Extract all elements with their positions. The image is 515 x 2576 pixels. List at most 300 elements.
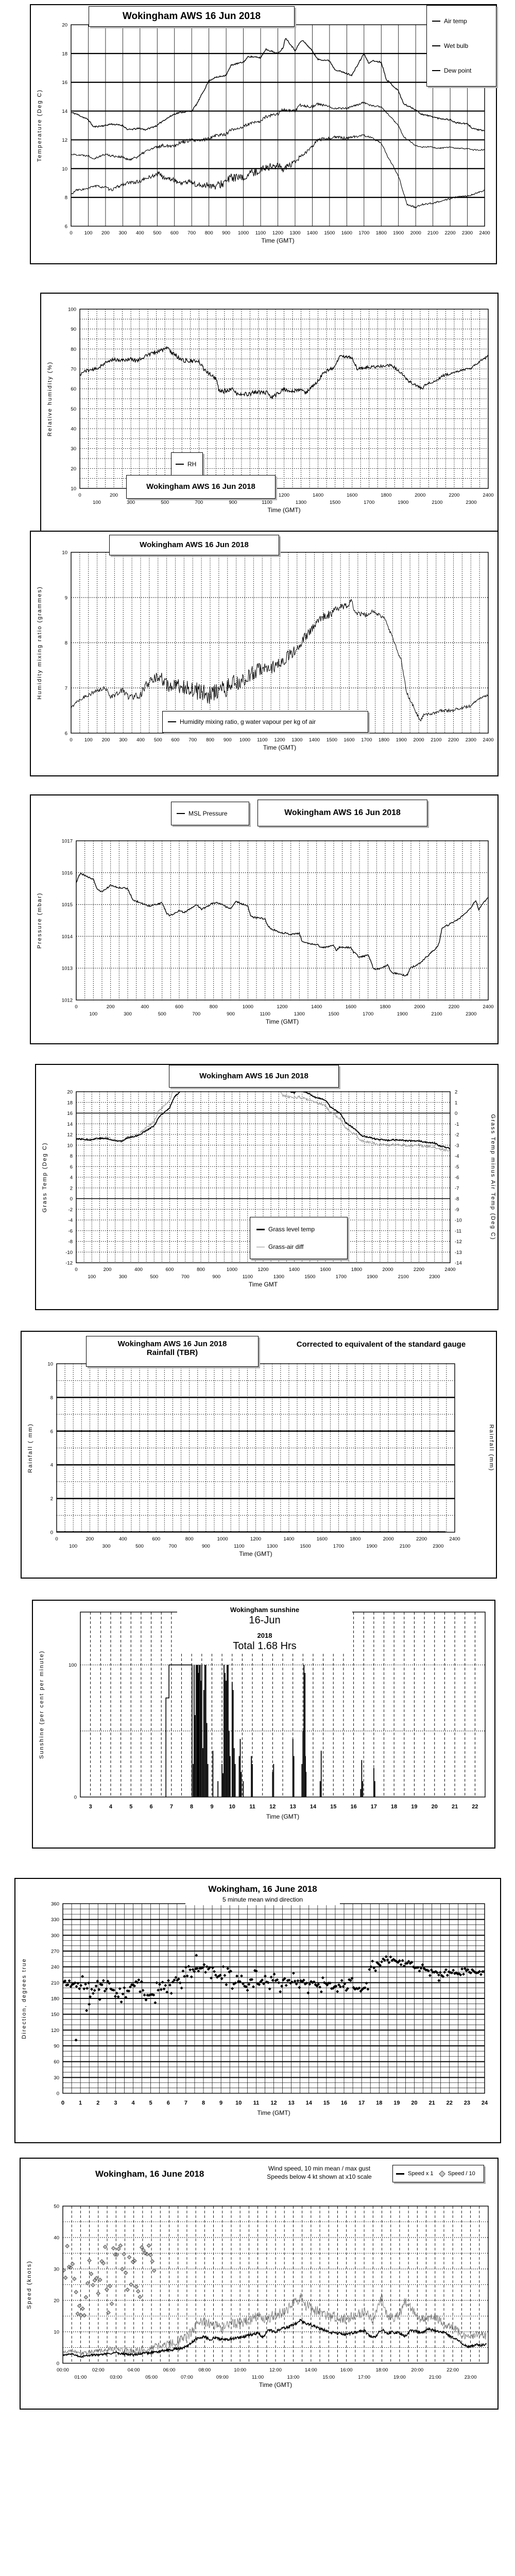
- svg-text:2000: 2000: [413, 737, 424, 743]
- svg-text:1300: 1300: [291, 737, 303, 743]
- svg-text:4: 4: [70, 1175, 73, 1181]
- svg-text:700: 700: [195, 500, 203, 505]
- grass-temp-legend: [250, 1217, 348, 1259]
- svg-text:2400: 2400: [444, 1267, 456, 1273]
- svg-text:2400: 2400: [483, 493, 494, 498]
- svg-text:2: 2: [96, 2100, 100, 2106]
- legend-item-grass-air-diff: [256, 1243, 303, 1250]
- svg-text:0: 0: [50, 1530, 53, 1536]
- legend-item-grass-level-temp: [256, 1226, 315, 1233]
- wind-speed-chart-panel: [20, 2158, 499, 2410]
- svg-text:1000: 1000: [242, 1004, 253, 1010]
- svg-text:900: 900: [212, 1274, 221, 1280]
- svg-text:200: 200: [101, 230, 110, 236]
- svg-text:30: 30: [54, 2266, 59, 2273]
- svg-text:600: 600: [165, 1267, 174, 1273]
- svg-text:14: 14: [67, 1121, 73, 1127]
- svg-text:1100: 1100: [257, 737, 268, 743]
- svg-text:0: 0: [56, 2361, 59, 2367]
- svg-text:40: 40: [54, 2235, 59, 2241]
- svg-text:2200: 2200: [416, 1536, 427, 1542]
- wind-direction-title: Wokingham, 16 June 2018: [208, 1884, 317, 1894]
- svg-text:10: 10: [62, 166, 67, 172]
- rainfall-chart-panel: [21, 1331, 497, 1579]
- svg-text:Grass Temp minus Air Temp (Deg: Grass Temp minus Air Temp (Deg C): [490, 1114, 496, 1241]
- wind-direction-title-stack: [185, 1882, 340, 1905]
- svg-text:2000: 2000: [382, 1267, 393, 1273]
- svg-text:30: 30: [71, 446, 76, 452]
- line-sample-icon: [432, 45, 440, 46]
- svg-text:700: 700: [187, 230, 196, 236]
- svg-text:6: 6: [149, 1804, 153, 1810]
- svg-text:240: 240: [51, 1964, 59, 1971]
- svg-text:1100: 1100: [260, 1011, 270, 1017]
- svg-text:50: 50: [54, 2204, 59, 2210]
- svg-text:20: 20: [54, 2298, 59, 2304]
- svg-text:400: 400: [134, 1267, 143, 1273]
- svg-text:Time (GMT): Time (GMT): [257, 2109, 290, 2116]
- diamond-marker-icon: [439, 2171, 445, 2177]
- svg-text:1800: 1800: [351, 1267, 363, 1273]
- svg-text:400: 400: [141, 1004, 149, 1010]
- svg-text:-2: -2: [68, 1207, 73, 1213]
- svg-text:14: 14: [62, 109, 67, 115]
- grass-temp-chart-svg: [36, 1065, 497, 1309]
- svg-text:1500: 1500: [330, 500, 341, 505]
- sunshine-chart-panel: [32, 1600, 495, 1849]
- sunshine-title-stack: [177, 1606, 352, 1652]
- svg-text:-4: -4: [455, 1154, 459, 1159]
- svg-text:0: 0: [78, 493, 81, 498]
- svg-text:1700: 1700: [333, 1544, 345, 1549]
- svg-text:-14: -14: [455, 1260, 462, 1266]
- svg-text:200: 200: [103, 1267, 112, 1273]
- svg-text:2200: 2200: [444, 230, 456, 236]
- svg-text:16:00: 16:00: [340, 2367, 353, 2373]
- svg-text:800: 800: [204, 230, 213, 236]
- svg-text:600: 600: [171, 737, 180, 743]
- svg-text:500: 500: [135, 1544, 144, 1549]
- svg-text:-3: -3: [455, 1143, 459, 1149]
- svg-text:07:00: 07:00: [181, 2375, 193, 2380]
- svg-text:16: 16: [67, 1111, 73, 1116]
- svg-text:-1: -1: [455, 1121, 459, 1127]
- svg-text:600: 600: [152, 1536, 161, 1542]
- legend-item-msl-pressure: [177, 810, 228, 817]
- wind-direction-chart-svg: [15, 1879, 500, 2142]
- mixing-ratio-chart-title: Wokingham AWS 16 Jun 2018: [109, 535, 279, 555]
- svg-text:04:00: 04:00: [127, 2367, 140, 2373]
- svg-text:2400: 2400: [449, 1536, 460, 1542]
- svg-text:100: 100: [84, 737, 93, 743]
- svg-text:Rainfall ( mm): Rainfall ( mm): [27, 1423, 33, 1473]
- svg-text:2300: 2300: [429, 1274, 440, 1280]
- svg-text:Time (GMT): Time (GMT): [239, 1550, 272, 1557]
- svg-text:Direction, degrees true: Direction, degrees true: [21, 1958, 27, 2039]
- svg-text:1016: 1016: [61, 870, 73, 876]
- svg-text:2300: 2300: [465, 737, 476, 743]
- temperature-legend: [426, 5, 496, 87]
- svg-text:1800: 1800: [375, 230, 387, 236]
- grass-temp-chart-title: Wokingham AWS 16 Jun 2018: [169, 1065, 339, 1088]
- svg-text:2000: 2000: [410, 230, 421, 236]
- svg-text:1000: 1000: [238, 230, 249, 236]
- svg-text:1800: 1800: [380, 1004, 391, 1010]
- svg-text:1700: 1700: [361, 737, 372, 743]
- svg-text:2400: 2400: [483, 1004, 494, 1010]
- svg-text:10: 10: [62, 550, 67, 556]
- svg-text:100: 100: [68, 307, 76, 313]
- line-sample-icon: [176, 464, 184, 465]
- svg-text:1: 1: [455, 1100, 458, 1106]
- svg-text:180: 180: [51, 1996, 59, 2002]
- svg-text:00:00: 00:00: [57, 2367, 69, 2373]
- svg-text:200: 200: [110, 493, 118, 498]
- svg-text:4: 4: [109, 1804, 112, 1810]
- svg-text:1100: 1100: [234, 1544, 245, 1549]
- legend-label: Wet bulb: [444, 42, 469, 49]
- svg-text:0: 0: [455, 1111, 458, 1116]
- svg-text:120: 120: [51, 2027, 59, 2033]
- mixing-ratio-chart-svg: [31, 532, 497, 775]
- svg-text:2300: 2300: [461, 230, 473, 236]
- svg-text:0: 0: [70, 737, 73, 743]
- svg-text:20:00: 20:00: [411, 2367, 424, 2373]
- svg-text:1800: 1800: [381, 493, 392, 498]
- svg-text:-10: -10: [65, 1249, 73, 1256]
- svg-text:2300: 2300: [433, 1544, 444, 1549]
- svg-text:1600: 1600: [320, 1267, 331, 1273]
- svg-text:10: 10: [235, 2100, 242, 2106]
- svg-text:7: 7: [184, 2100, 187, 2106]
- svg-text:Time (GMT): Time (GMT): [267, 506, 301, 514]
- svg-text:-12: -12: [455, 1239, 462, 1245]
- rainfall-title-line2: Rainfall (TBR): [146, 1348, 198, 1357]
- svg-text:1500: 1500: [324, 230, 335, 236]
- svg-text:500: 500: [161, 500, 169, 505]
- svg-text:22: 22: [472, 1804, 478, 1810]
- legend-item-dew-point: [432, 67, 471, 74]
- svg-text:360: 360: [51, 1901, 59, 1907]
- svg-text:150: 150: [51, 2012, 59, 2018]
- svg-text:1400: 1400: [288, 1267, 300, 1273]
- svg-text:10:00: 10:00: [234, 2367, 247, 2373]
- svg-text:10: 10: [71, 486, 76, 492]
- svg-text:3: 3: [89, 1804, 92, 1810]
- svg-text:1: 1: [79, 2100, 82, 2106]
- svg-text:1200: 1200: [250, 1536, 262, 1542]
- svg-text:13: 13: [288, 2100, 295, 2106]
- svg-text:300: 300: [119, 737, 128, 743]
- svg-text:-6: -6: [68, 1228, 73, 1234]
- svg-text:300: 300: [124, 1011, 132, 1017]
- svg-text:70: 70: [71, 366, 76, 372]
- legend-label: Speed / 10: [448, 2171, 475, 2177]
- svg-text:21: 21: [451, 1804, 458, 1810]
- svg-text:-9: -9: [455, 1207, 459, 1213]
- svg-text:11: 11: [249, 1804, 255, 1810]
- wind-speed-note-line2: Speeds below 4 kt shown at x10 scale: [267, 2173, 372, 2180]
- svg-text:1500: 1500: [326, 737, 337, 743]
- svg-text:Speed (knots): Speed (knots): [26, 2260, 32, 2309]
- svg-text:0: 0: [75, 1004, 78, 1010]
- svg-text:20: 20: [67, 1089, 73, 1095]
- svg-text:1013: 1013: [61, 965, 73, 972]
- svg-text:1300: 1300: [295, 500, 307, 505]
- svg-text:4: 4: [50, 1462, 53, 1468]
- svg-text:Time (GMT): Time (GMT): [259, 2381, 293, 2388]
- svg-text:12:00: 12:00: [269, 2367, 282, 2373]
- svg-text:Temperature (Deg C): Temperature (Deg C): [37, 89, 43, 162]
- svg-text:100: 100: [84, 230, 93, 236]
- svg-text:18: 18: [376, 2100, 383, 2106]
- svg-text:800: 800: [197, 1267, 205, 1273]
- svg-text:-7: -7: [455, 1185, 459, 1192]
- svg-text:2300: 2300: [466, 1011, 477, 1017]
- svg-text:19: 19: [393, 2100, 400, 2106]
- svg-text:100: 100: [68, 1663, 77, 1669]
- wind-direction-chart-panel: [14, 1878, 501, 2143]
- temperature-chart-panel: [30, 4, 497, 264]
- svg-text:0: 0: [56, 2091, 59, 2097]
- line-sample-icon: [432, 21, 440, 22]
- svg-text:10: 10: [47, 1361, 53, 1367]
- svg-text:13: 13: [289, 1804, 296, 1810]
- svg-text:21: 21: [428, 2100, 435, 2106]
- svg-text:300: 300: [51, 1933, 59, 1939]
- svg-text:18: 18: [62, 51, 67, 57]
- svg-text:8: 8: [70, 1154, 73, 1159]
- svg-text:2100: 2100: [431, 737, 442, 743]
- svg-text:400: 400: [136, 737, 145, 743]
- svg-text:1100: 1100: [255, 230, 266, 236]
- svg-text:1900: 1900: [366, 1544, 377, 1549]
- svg-text:100: 100: [89, 1011, 98, 1017]
- svg-text:40: 40: [71, 426, 76, 432]
- svg-text:2400: 2400: [479, 230, 490, 236]
- svg-text:23:00: 23:00: [464, 2375, 477, 2380]
- svg-text:22:00: 22:00: [447, 2367, 459, 2373]
- svg-text:2200: 2200: [449, 493, 460, 498]
- svg-text:10: 10: [67, 1143, 73, 1149]
- line-sample-icon: [432, 70, 440, 71]
- mixing-ratio-chart-panel: [30, 531, 499, 776]
- svg-text:330: 330: [51, 1917, 59, 1923]
- svg-text:100: 100: [69, 1544, 78, 1549]
- svg-text:Time GMT: Time GMT: [248, 1281, 278, 1288]
- svg-text:-4: -4: [68, 1217, 73, 1224]
- sunshine-total: Total 1.68 Hrs: [233, 1640, 297, 1652]
- svg-text:8: 8: [190, 1804, 194, 1810]
- svg-text:1000: 1000: [239, 737, 251, 743]
- svg-text:4: 4: [131, 2100, 135, 2106]
- svg-text:200: 200: [101, 737, 110, 743]
- line-sample-icon: [168, 721, 176, 722]
- svg-text:8: 8: [64, 640, 67, 646]
- svg-text:-12: -12: [65, 1260, 73, 1266]
- svg-text:Time (GMT): Time (GMT): [265, 1018, 299, 1025]
- svg-text:600: 600: [170, 230, 179, 236]
- svg-text:700: 700: [181, 1274, 190, 1280]
- legend-label: Humidity mixing ratio, g water vapour per kg of air: [180, 718, 316, 725]
- svg-text:300: 300: [102, 1544, 111, 1549]
- sunshine-title: Wokingham sunshine: [230, 1606, 300, 1614]
- svg-text:5: 5: [149, 2100, 152, 2106]
- svg-text:900: 900: [222, 230, 231, 236]
- svg-text:16: 16: [350, 1804, 357, 1810]
- svg-text:1600: 1600: [345, 1004, 356, 1010]
- rainfall-title-line1: Wokingham AWS 16 Jun 2018: [117, 1340, 227, 1348]
- svg-text:24: 24: [481, 2100, 488, 2106]
- svg-text:6: 6: [70, 1164, 73, 1170]
- svg-text:01:00: 01:00: [74, 2375, 87, 2380]
- svg-text:19: 19: [411, 1804, 418, 1810]
- svg-text:9: 9: [210, 1804, 214, 1810]
- svg-text:1700: 1700: [335, 1274, 347, 1280]
- svg-text:800: 800: [206, 737, 214, 743]
- svg-text:20: 20: [62, 22, 67, 28]
- svg-text:300: 300: [118, 230, 127, 236]
- svg-text:2: 2: [455, 1089, 458, 1095]
- svg-text:10: 10: [54, 2329, 59, 2335]
- svg-text:11:00: 11:00: [252, 2375, 264, 2380]
- svg-text:2200: 2200: [413, 1267, 425, 1273]
- sunshine-year: 2018: [257, 1632, 272, 1639]
- legend-label: Speed x 1: [408, 2171, 434, 2177]
- svg-text:Time (GMT): Time (GMT): [266, 1813, 300, 1820]
- svg-text:1700: 1700: [363, 1011, 374, 1017]
- svg-text:60: 60: [71, 386, 76, 393]
- legend-label: Grass level temp: [268, 1226, 315, 1233]
- svg-text:-10: -10: [455, 1217, 462, 1224]
- svg-text:05:00: 05:00: [145, 2375, 158, 2380]
- svg-text:03:00: 03:00: [110, 2375, 123, 2380]
- svg-text:210: 210: [51, 1980, 59, 1986]
- svg-text:1600: 1600: [316, 1536, 328, 1542]
- legend-label: MSL Pressure: [188, 810, 228, 817]
- svg-text:1200: 1200: [277, 1004, 288, 1010]
- svg-text:1300: 1300: [273, 1274, 284, 1280]
- svg-text:90: 90: [71, 327, 76, 333]
- rainfall-note: Corrected to equivalent of the standard gauge: [268, 1340, 494, 1349]
- svg-text:23: 23: [464, 2100, 471, 2106]
- legend-row: [396, 2171, 475, 2177]
- svg-text:3: 3: [114, 2100, 117, 2106]
- mixing-ratio-legend: [162, 711, 368, 733]
- svg-text:0: 0: [55, 1536, 58, 1542]
- svg-text:300: 300: [118, 1274, 127, 1280]
- svg-text:20: 20: [71, 466, 76, 472]
- legend-label: Air temp: [444, 18, 467, 25]
- rainfall-chart-title: [86, 1336, 259, 1367]
- legend-item-rh: [176, 461, 196, 468]
- wind-direction-subtitle: 5 minute mean wind direction: [222, 1896, 303, 1903]
- svg-text:1017: 1017: [61, 838, 73, 844]
- line-sample-icon: [396, 2173, 404, 2175]
- svg-text:08:00: 08:00: [198, 2367, 211, 2373]
- pressure-chart-panel: [30, 794, 499, 1044]
- svg-text:22: 22: [446, 2100, 453, 2106]
- svg-text:Sunshine (per cent per minute): Sunshine (per cent per minute): [39, 1650, 45, 1759]
- svg-text:2100: 2100: [432, 500, 443, 505]
- svg-text:1014: 1014: [61, 934, 73, 940]
- svg-text:1300: 1300: [267, 1544, 278, 1549]
- svg-text:200: 200: [85, 1536, 94, 1542]
- svg-text:-5: -5: [455, 1164, 459, 1170]
- svg-text:8: 8: [201, 2100, 205, 2106]
- legend-label: Grass-air diff: [268, 1243, 304, 1250]
- svg-text:400: 400: [135, 230, 144, 236]
- svg-text:12: 12: [62, 137, 67, 143]
- legend-label: Dew point: [444, 67, 472, 74]
- svg-text:100: 100: [93, 500, 101, 505]
- svg-text:14:00: 14:00: [304, 2367, 317, 2373]
- svg-text:80: 80: [71, 346, 76, 352]
- svg-text:1700: 1700: [358, 230, 370, 236]
- svg-text:17: 17: [370, 1804, 377, 1810]
- svg-text:800: 800: [185, 1536, 194, 1542]
- svg-text:12: 12: [269, 1804, 276, 1810]
- svg-text:1400: 1400: [283, 1536, 295, 1542]
- legend-label: RH: [187, 461, 197, 468]
- svg-text:Rainfall (mm): Rainfall (mm): [488, 1424, 494, 1472]
- svg-text:-13: -13: [455, 1249, 462, 1256]
- svg-text:6: 6: [50, 1429, 53, 1435]
- svg-text:1900: 1900: [367, 1274, 378, 1280]
- svg-text:7: 7: [169, 1804, 173, 1810]
- svg-text:1400: 1400: [311, 1004, 322, 1010]
- svg-text:Pressure (mbar): Pressure (mbar): [37, 892, 43, 949]
- svg-text:1500: 1500: [300, 1544, 311, 1549]
- svg-text:06:00: 06:00: [163, 2367, 176, 2373]
- svg-text:Relative humidity (%): Relative humidity (%): [47, 361, 53, 436]
- svg-text:0: 0: [70, 1196, 73, 1202]
- svg-text:1500: 1500: [328, 1011, 339, 1017]
- svg-text:700: 700: [188, 737, 197, 743]
- svg-text:30: 30: [54, 2075, 59, 2081]
- svg-text:2: 2: [70, 1185, 73, 1192]
- svg-text:1300: 1300: [294, 1011, 305, 1017]
- svg-text:13:00: 13:00: [287, 2375, 300, 2380]
- svg-text:2100: 2100: [431, 1011, 442, 1017]
- legend-item-mixing-ratio: [168, 718, 316, 725]
- svg-text:6: 6: [64, 224, 67, 230]
- svg-text:11: 11: [253, 2100, 260, 2106]
- svg-text:0: 0: [74, 1794, 77, 1801]
- svg-text:200: 200: [106, 1004, 115, 1010]
- sunshine-date: 16-Jun: [249, 1615, 281, 1626]
- svg-text:1200: 1200: [278, 493, 290, 498]
- rainfall-chart-svg: [22, 1332, 496, 1578]
- svg-text:5: 5: [129, 1804, 133, 1810]
- svg-text:12: 12: [270, 2100, 277, 2106]
- svg-text:15: 15: [323, 2100, 330, 2106]
- svg-text:18: 18: [390, 1804, 398, 1810]
- svg-text:9: 9: [64, 595, 67, 601]
- wind-speed-note-line1: Wind speed, 10 min mean / max gust: [268, 2165, 371, 2172]
- svg-text:1900: 1900: [396, 737, 407, 743]
- svg-text:-8: -8: [455, 1196, 459, 1202]
- svg-text:18: 18: [67, 1100, 73, 1106]
- svg-text:1015: 1015: [61, 902, 73, 908]
- svg-text:2000: 2000: [383, 1536, 394, 1542]
- svg-text:8: 8: [64, 195, 67, 201]
- svg-text:16: 16: [62, 80, 67, 86]
- svg-text:6: 6: [166, 2100, 170, 2106]
- svg-text:9: 9: [219, 2100, 223, 2106]
- svg-text:1100: 1100: [242, 1274, 253, 1280]
- svg-text:1000: 1000: [226, 1267, 238, 1273]
